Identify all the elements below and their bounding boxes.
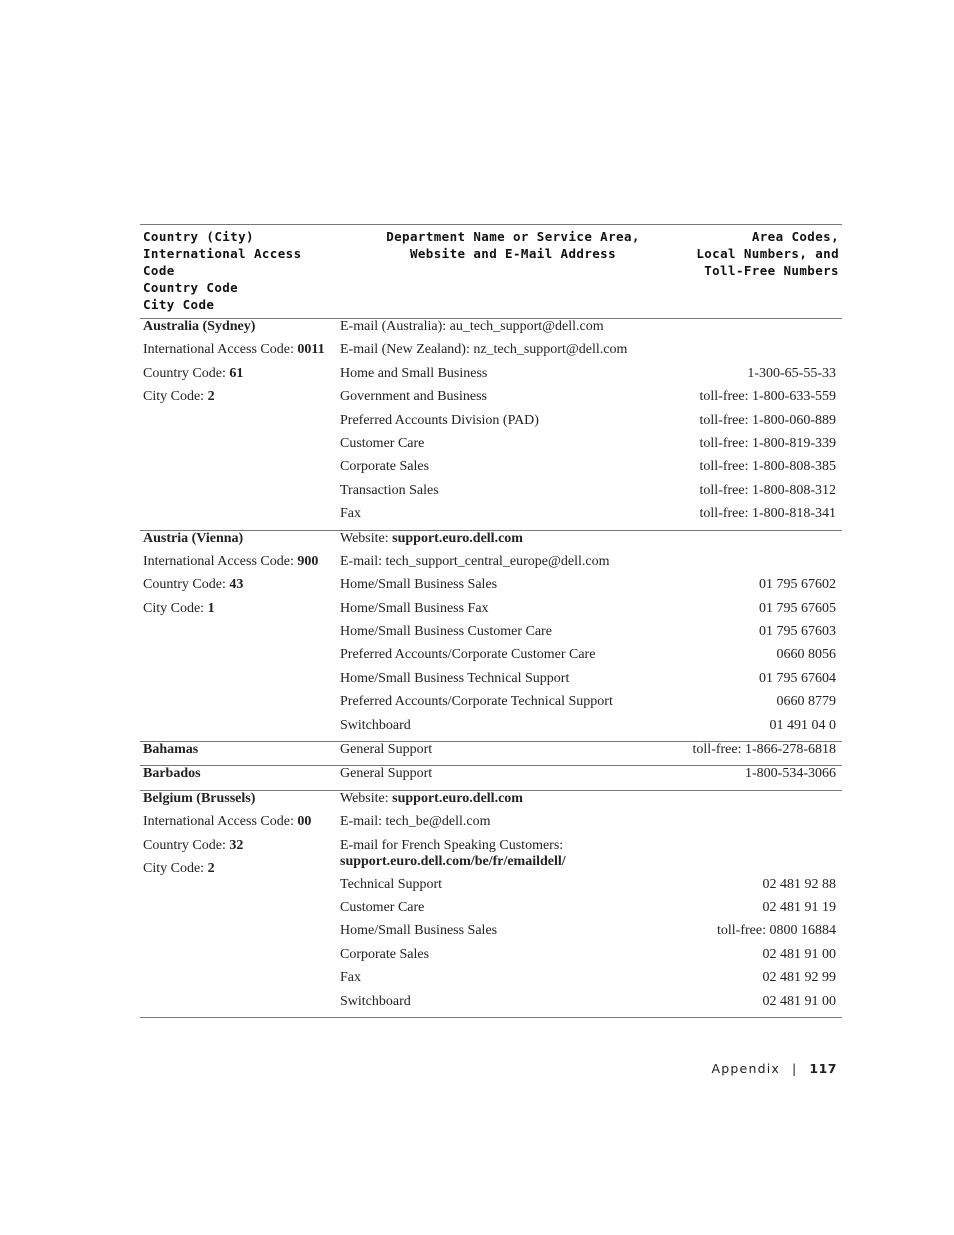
department-label: E-mail for French Speaking Customers: bbox=[340, 837, 564, 853]
country-value: 43 bbox=[229, 577, 244, 593]
phone-number-cell: 02 481 92 99 bbox=[762, 970, 836, 986]
country-label: Country Code: bbox=[143, 577, 230, 593]
department-label: Government and Business bbox=[340, 389, 487, 405]
department-label: Home/Small Business Sales bbox=[340, 923, 498, 939]
country-cell bbox=[140, 530, 337, 554]
department-cell bbox=[337, 790, 689, 814]
department-label: E-mail: tech_be@dell.com bbox=[340, 814, 491, 830]
phone-number-cell bbox=[689, 319, 842, 343]
table-row bbox=[140, 530, 842, 554]
table-row bbox=[140, 994, 842, 1018]
department-label: General Support bbox=[340, 766, 433, 782]
country-value: 00 bbox=[297, 814, 312, 830]
phone-number-cell bbox=[689, 838, 842, 877]
phone-number-cell: 0660 8779 bbox=[776, 694, 836, 710]
country-label: Austria (Vienna) bbox=[143, 530, 244, 546]
country-label: Bahamas bbox=[143, 742, 199, 758]
country-cell bbox=[140, 601, 337, 624]
department-label: Transaction Sales bbox=[340, 482, 439, 498]
department-cell bbox=[337, 877, 689, 900]
phone-number-cell: 1-300-65-55-33 bbox=[747, 365, 836, 381]
department-label: E-mail: tech_support_central_europe@dell.com bbox=[340, 553, 610, 569]
phone-number-cell bbox=[689, 790, 842, 814]
department-cell bbox=[337, 814, 689, 837]
department-cell bbox=[337, 923, 689, 946]
table-row bbox=[140, 342, 842, 365]
table-row bbox=[140, 814, 842, 837]
page-footer bbox=[712, 1061, 837, 1076]
phone-number-cell: 02 481 92 88 bbox=[762, 876, 836, 892]
table-row bbox=[140, 766, 842, 790]
department-cell bbox=[337, 970, 689, 993]
department-label: Customer Care bbox=[340, 899, 425, 915]
phone-number-cell: toll-free: 1-800-633-559 bbox=[699, 389, 836, 405]
department-link: support.euro.dell.com bbox=[392, 530, 523, 546]
country-group bbox=[140, 319, 842, 531]
department-label: Home/Small Business Sales bbox=[340, 577, 498, 593]
table-row bbox=[140, 366, 842, 389]
department-cell bbox=[337, 554, 689, 577]
country-cell bbox=[140, 766, 337, 790]
department-label: Website: bbox=[340, 530, 393, 546]
department-label: Corporate Sales bbox=[340, 946, 430, 962]
phone-number-cell: toll-free: 1-866-278-6818 bbox=[692, 742, 836, 758]
country-cell bbox=[140, 671, 337, 694]
table-row bbox=[140, 647, 842, 670]
department-cell bbox=[337, 742, 689, 766]
phone-number-cell: 02 481 91 00 bbox=[762, 946, 836, 962]
department-cell bbox=[337, 601, 689, 624]
phone-number-cell: 0660 8056 bbox=[776, 647, 836, 663]
table-row bbox=[140, 601, 842, 624]
table-row bbox=[140, 671, 842, 694]
country-group bbox=[140, 742, 842, 766]
country-cell bbox=[140, 577, 337, 600]
department-label: Switchboard bbox=[340, 993, 411, 1009]
phone-number-cell: toll-free: 1-800-808-312 bbox=[699, 482, 836, 498]
phone-number-cell bbox=[689, 814, 842, 837]
table-row bbox=[140, 389, 842, 412]
country-cell bbox=[140, 923, 337, 946]
department-sub-link: support.euro.dell.com/be/fr/emaildell/ bbox=[340, 853, 566, 869]
header-department: Department Name or Service Area, Website and E-Mail Address bbox=[386, 229, 640, 261]
department-label: E-mail (Australia): au_tech_support@dell.com bbox=[340, 319, 604, 334]
table-row bbox=[140, 790, 842, 814]
country-label: International Access Code: bbox=[143, 553, 298, 569]
department-cell bbox=[337, 624, 689, 647]
table-row bbox=[140, 459, 842, 482]
country-cell bbox=[140, 947, 337, 970]
table-row bbox=[140, 970, 842, 993]
page-number: 117 bbox=[809, 1061, 837, 1076]
table-row bbox=[140, 506, 842, 530]
department-label: Home and Small Business bbox=[340, 365, 488, 381]
country-cell bbox=[140, 647, 337, 670]
country-cell bbox=[140, 554, 337, 577]
department-cell bbox=[337, 838, 689, 877]
country-group bbox=[140, 790, 842, 1017]
phone-number-cell bbox=[689, 554, 842, 577]
country-cell bbox=[140, 838, 337, 877]
table-row bbox=[140, 483, 842, 506]
department-link: support.euro.dell.com bbox=[392, 790, 523, 806]
country-label: City Code: bbox=[143, 389, 208, 405]
city-code-line bbox=[143, 861, 337, 877]
department-label: Preferred Accounts Division (PAD) bbox=[340, 412, 539, 428]
footer-section: Appendix bbox=[711, 1061, 780, 1076]
country-cell bbox=[140, 790, 337, 814]
table-row bbox=[140, 554, 842, 577]
department-cell bbox=[337, 319, 689, 343]
table-row bbox=[140, 694, 842, 717]
country-cell bbox=[140, 877, 337, 900]
phone-number-cell: toll-free: 1-800-060-889 bbox=[699, 412, 836, 428]
country-cell bbox=[140, 319, 337, 343]
contact-table bbox=[140, 224, 842, 1018]
country-group bbox=[140, 766, 842, 790]
contact-table-container bbox=[140, 224, 842, 1018]
phone-number-cell: 01 795 67604 bbox=[759, 670, 836, 686]
department-cell bbox=[337, 342, 689, 365]
country-cell bbox=[140, 413, 337, 436]
department-cell bbox=[337, 436, 689, 459]
department-label: Fax bbox=[340, 970, 361, 986]
phone-number-cell: 01 795 67605 bbox=[759, 600, 836, 616]
department-cell bbox=[337, 483, 689, 506]
phone-number-cell: toll-free: 1-800-818-341 bbox=[699, 506, 836, 522]
department-label: Switchboard bbox=[340, 717, 411, 733]
country-group bbox=[140, 530, 842, 742]
country-cell bbox=[140, 459, 337, 482]
country-value: 0011 bbox=[297, 342, 325, 358]
country-label: City Code: bbox=[143, 600, 208, 616]
department-cell bbox=[337, 459, 689, 482]
country-label: Belgium (Brussels) bbox=[143, 790, 256, 806]
country-cell bbox=[140, 436, 337, 459]
table-row bbox=[140, 436, 842, 459]
table-row bbox=[140, 900, 842, 923]
department-cell bbox=[337, 994, 689, 1018]
country-value: 2 bbox=[207, 389, 215, 405]
department-label: Customer Care bbox=[340, 435, 425, 451]
table-row bbox=[140, 947, 842, 970]
department-label: Home/Small Business Technical Support bbox=[340, 670, 570, 686]
city-code-label: City Code: bbox=[143, 860, 208, 876]
department-cell bbox=[337, 413, 689, 436]
table-row bbox=[140, 718, 842, 742]
table-row bbox=[140, 624, 842, 647]
department-label: Corporate Sales bbox=[340, 459, 430, 475]
country-cell bbox=[140, 994, 337, 1018]
department-cell bbox=[337, 530, 689, 554]
country-cell bbox=[140, 366, 337, 389]
department-cell bbox=[337, 694, 689, 717]
department-label: Home/Small Business Fax bbox=[340, 600, 489, 616]
table-row bbox=[140, 319, 842, 343]
department-cell bbox=[337, 900, 689, 923]
department-cell bbox=[337, 647, 689, 670]
country-label: Australia (Sydney) bbox=[143, 319, 256, 334]
department-label: Fax bbox=[340, 506, 361, 522]
department-label: Preferred Accounts/Corporate Customer Care bbox=[340, 647, 596, 663]
country-cell bbox=[140, 506, 337, 530]
country-label: Barbados bbox=[143, 766, 201, 782]
phone-number-cell: 02 481 91 00 bbox=[762, 993, 836, 1009]
country-cell bbox=[140, 814, 337, 837]
phone-number-cell: toll-free: 1-800-808-385 bbox=[699, 459, 836, 475]
phone-number-cell bbox=[689, 530, 842, 554]
country-label: International Access Code: bbox=[143, 814, 298, 830]
department-cell bbox=[337, 506, 689, 530]
department-cell bbox=[337, 718, 689, 742]
department-cell bbox=[337, 766, 689, 790]
phone-number-cell: 01 795 67602 bbox=[759, 577, 836, 593]
country-cell bbox=[140, 694, 337, 717]
phone-number-cell: 1-800-534-3066 bbox=[745, 766, 836, 782]
table-row bbox=[140, 742, 842, 766]
department-label: E-mail (New Zealand): nz_tech_support@dell.com bbox=[340, 342, 628, 358]
table-row bbox=[140, 923, 842, 946]
header-country: Country (City) International Access Code Country Code City Code bbox=[143, 229, 302, 312]
table-row bbox=[140, 838, 842, 877]
table-row bbox=[140, 877, 842, 900]
phone-number-cell: toll-free: 1-800-819-339 bbox=[699, 435, 836, 451]
country-cell bbox=[140, 483, 337, 506]
table-header-row bbox=[140, 225, 842, 319]
table-row bbox=[140, 577, 842, 600]
country-cell bbox=[140, 900, 337, 923]
phone-number-cell: 01 491 04 0 bbox=[769, 717, 836, 733]
country-cell bbox=[140, 742, 337, 766]
country-value: 61 bbox=[229, 365, 244, 381]
footer-separator: | bbox=[791, 1061, 798, 1076]
department-cell bbox=[337, 947, 689, 970]
department-label: Home/Small Business Customer Care bbox=[340, 624, 552, 640]
phone-number-cell: 02 481 91 19 bbox=[762, 899, 836, 915]
country-cell bbox=[140, 970, 337, 993]
country-label: Country Code: bbox=[143, 365, 230, 381]
country-label: International Access Code: bbox=[143, 342, 298, 358]
department-label: Preferred Accounts/Corporate Technical Support bbox=[340, 694, 613, 710]
header-numbers: Area Codes, Local Numbers, and Toll-Free Numbers bbox=[696, 229, 839, 278]
country-cell bbox=[140, 718, 337, 742]
department-label: Website: bbox=[340, 790, 393, 806]
city-code-value: 2 bbox=[207, 860, 215, 876]
phone-number-cell: 01 795 67603 bbox=[759, 624, 836, 640]
country-label: Country Code: bbox=[143, 837, 230, 853]
department-cell bbox=[337, 366, 689, 389]
country-value: 32 bbox=[229, 837, 244, 853]
country-cell bbox=[140, 342, 337, 365]
phone-number-cell: toll-free: 0800 16884 bbox=[717, 923, 836, 939]
department-label: General Support bbox=[340, 742, 433, 758]
department-cell bbox=[337, 577, 689, 600]
country-value: 1 bbox=[207, 600, 215, 616]
country-cell bbox=[140, 624, 337, 647]
department-cell bbox=[337, 671, 689, 694]
department-label: Technical Support bbox=[340, 876, 443, 892]
country-cell bbox=[140, 389, 337, 412]
table-row bbox=[140, 413, 842, 436]
country-value: 900 bbox=[297, 553, 319, 569]
phone-number-cell bbox=[689, 342, 842, 365]
department-cell bbox=[337, 389, 689, 412]
